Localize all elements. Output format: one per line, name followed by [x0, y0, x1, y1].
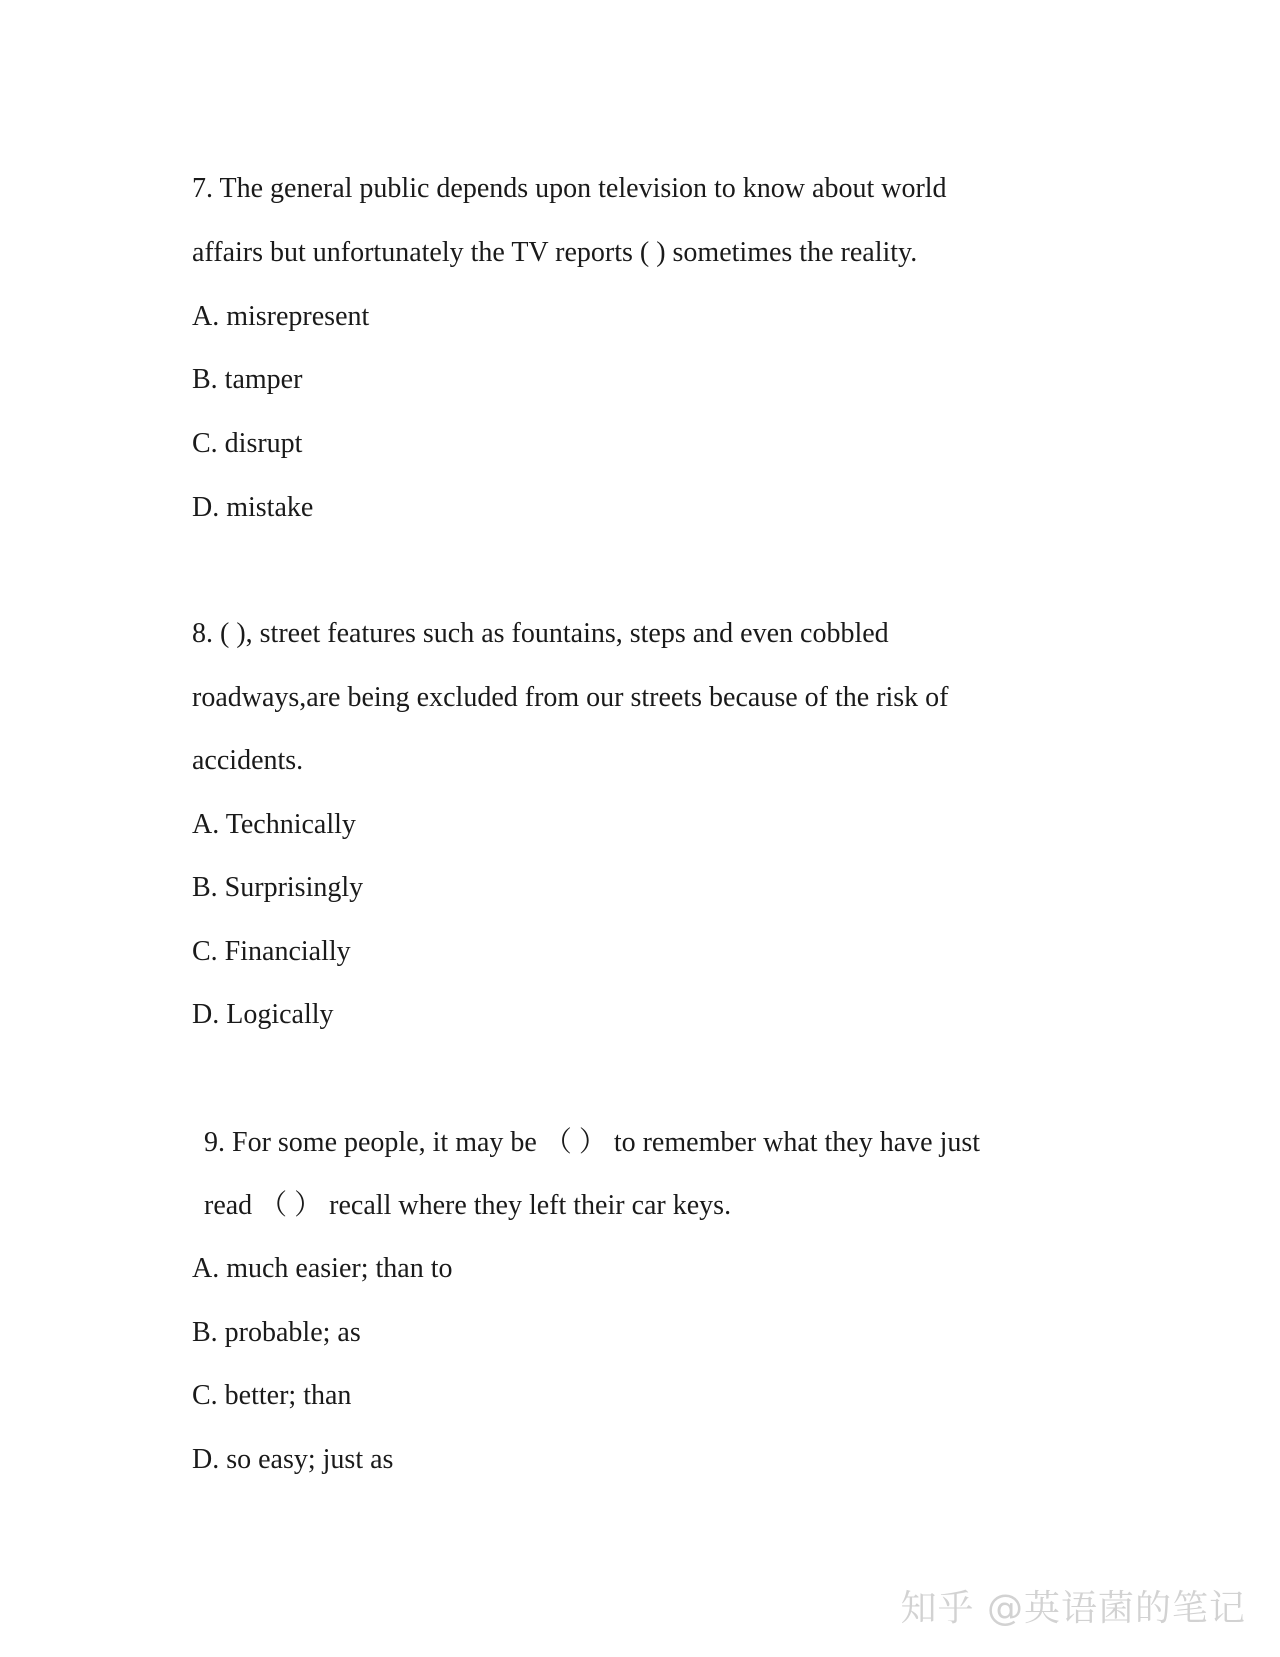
question-9-option-c: C. better; than [192, 1380, 352, 1411]
question-9-option-a: A. much easier; than to [192, 1253, 453, 1284]
question-9-stem-line-1: 9. For some people, it may be （ ） to remember what they have just [204, 1127, 981, 1158]
question-7-stem-line-1: 7. The general public depends upon television to know about world [192, 173, 947, 204]
question-8-stem-line-3: accidents. [192, 745, 304, 776]
question-7-option-b: B. tamper [192, 364, 303, 395]
question-9-option-d: D. so easy; just as [192, 1444, 394, 1475]
question-8-stem-line-2: roadways,are being excluded from our streets because of the risk of [192, 682, 949, 713]
question-9-stem-line-2: read （ ） recall where they left their car keys. [204, 1190, 732, 1221]
question-8-option-a: A. Technically [192, 809, 356, 840]
question-9-option-b: B. probable; as [192, 1317, 361, 1348]
question-8-option-c: C. Financially [192, 936, 351, 967]
question-7-option-a: A. misrepresent [192, 301, 370, 332]
question-7-option-d: D. mistake [192, 492, 314, 523]
question-8-option-b: B. Surprisingly [192, 872, 364, 903]
question-8-stem-line-1: 8. ( ), street features such as fountains, steps and even cobbled [192, 618, 889, 649]
question-7-option-c: C. disrupt [192, 428, 303, 459]
question-7-stem-line-2: affairs but unfortunately the TV reports ( ) sometimes the reality. [192, 237, 918, 268]
question-8-option-d: D. Logically [192, 999, 334, 1030]
zhihu-watermark: 知乎 @英语菌的笔记 [900, 1588, 1246, 1629]
